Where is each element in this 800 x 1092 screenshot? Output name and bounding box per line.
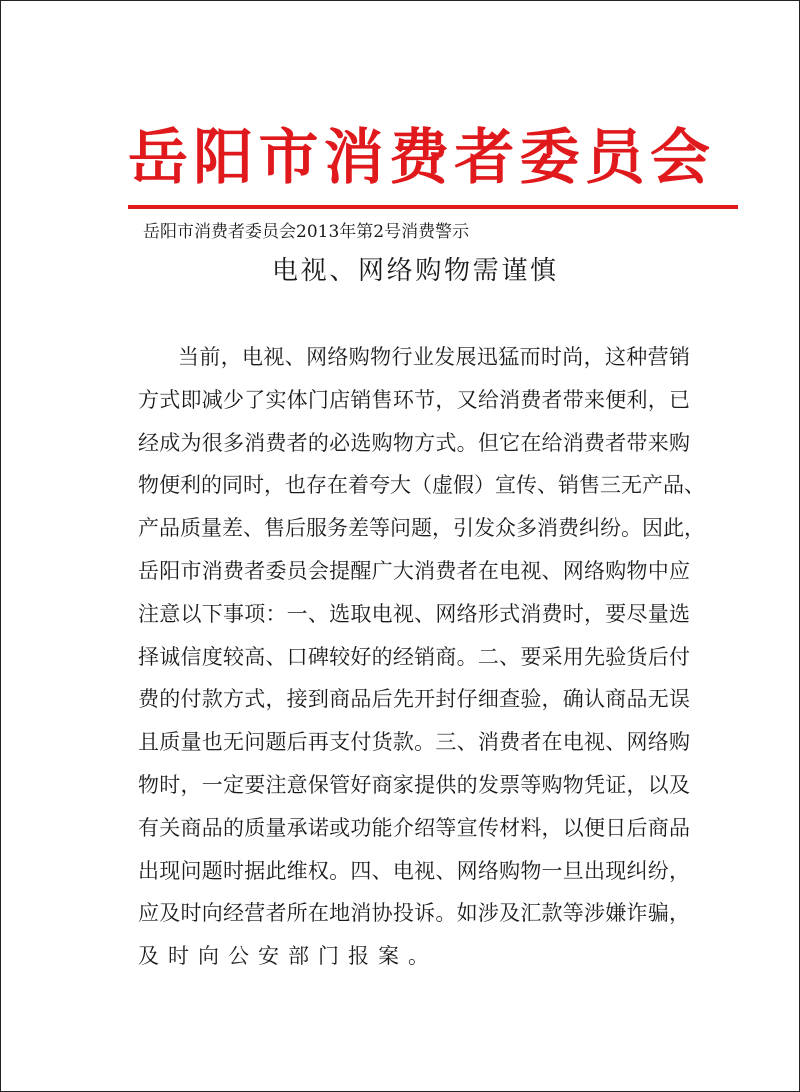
body-line: 当前，电视、网络购物行业发展迅猛而时尚，这种营销 bbox=[178, 345, 690, 369]
body-line: 产品质量差、售后服务差等问题，引发众多消费纠纷。因此， bbox=[138, 516, 705, 541]
body-line: 注意以下事项：一、选取电视、网络形式消费时，要尽量选 bbox=[138, 601, 690, 626]
body-text bbox=[138, 336, 705, 978]
body-line: 应及时向经营者所在地消协投诉。如涉及汇款等涉嫌诈骗， bbox=[138, 901, 690, 926]
body-line: 岳阳市消费者委员会提醒广大消费者在电视、网络购物中应 bbox=[138, 558, 690, 583]
body-line: 且质量也无问题后再支付货款。三、消费者在电视、网络购 bbox=[138, 730, 690, 755]
body-line: 及时向公安部门报案。 bbox=[138, 944, 438, 969]
body-line: 出现问题时据此维权。四、电视、网络购物一旦出现纠纷， bbox=[138, 858, 690, 883]
body-line: 物时，一定要注意保管好商家提供的发票等购物凭证，以及 bbox=[138, 772, 690, 797]
body-line: 费的付款方式，接到商品后先开封仔细查验，确认商品无误 bbox=[138, 687, 690, 712]
organization-letterhead-title: 岳阳市消费者委员会 bbox=[128, 123, 712, 193]
body-line: 有关商品的质量承诺或功能介绍等宣传材料，以便日后商品 bbox=[138, 815, 690, 840]
body-line: 方式即减少了实体门店销售环节，又给消费者带来便利，已 bbox=[138, 387, 690, 412]
body-line: 经成为很多消费者的必选购物方式。但它在给消费者带来购 bbox=[138, 430, 690, 455]
body-line: 择诚信度较高、口碑较好的经销商。二、要采用先验货后付 bbox=[138, 644, 690, 669]
document-number: 岳阳市消费者委员会2013年第2号消费警示 bbox=[143, 222, 470, 242]
document-heading: 电视、网络购物需谨慎 bbox=[272, 256, 556, 286]
body-line: 物便利的同时，也存在着夸大（虚假）宣传、销售三无产品、 bbox=[138, 473, 705, 498]
letterhead-red-divider bbox=[128, 205, 738, 209]
